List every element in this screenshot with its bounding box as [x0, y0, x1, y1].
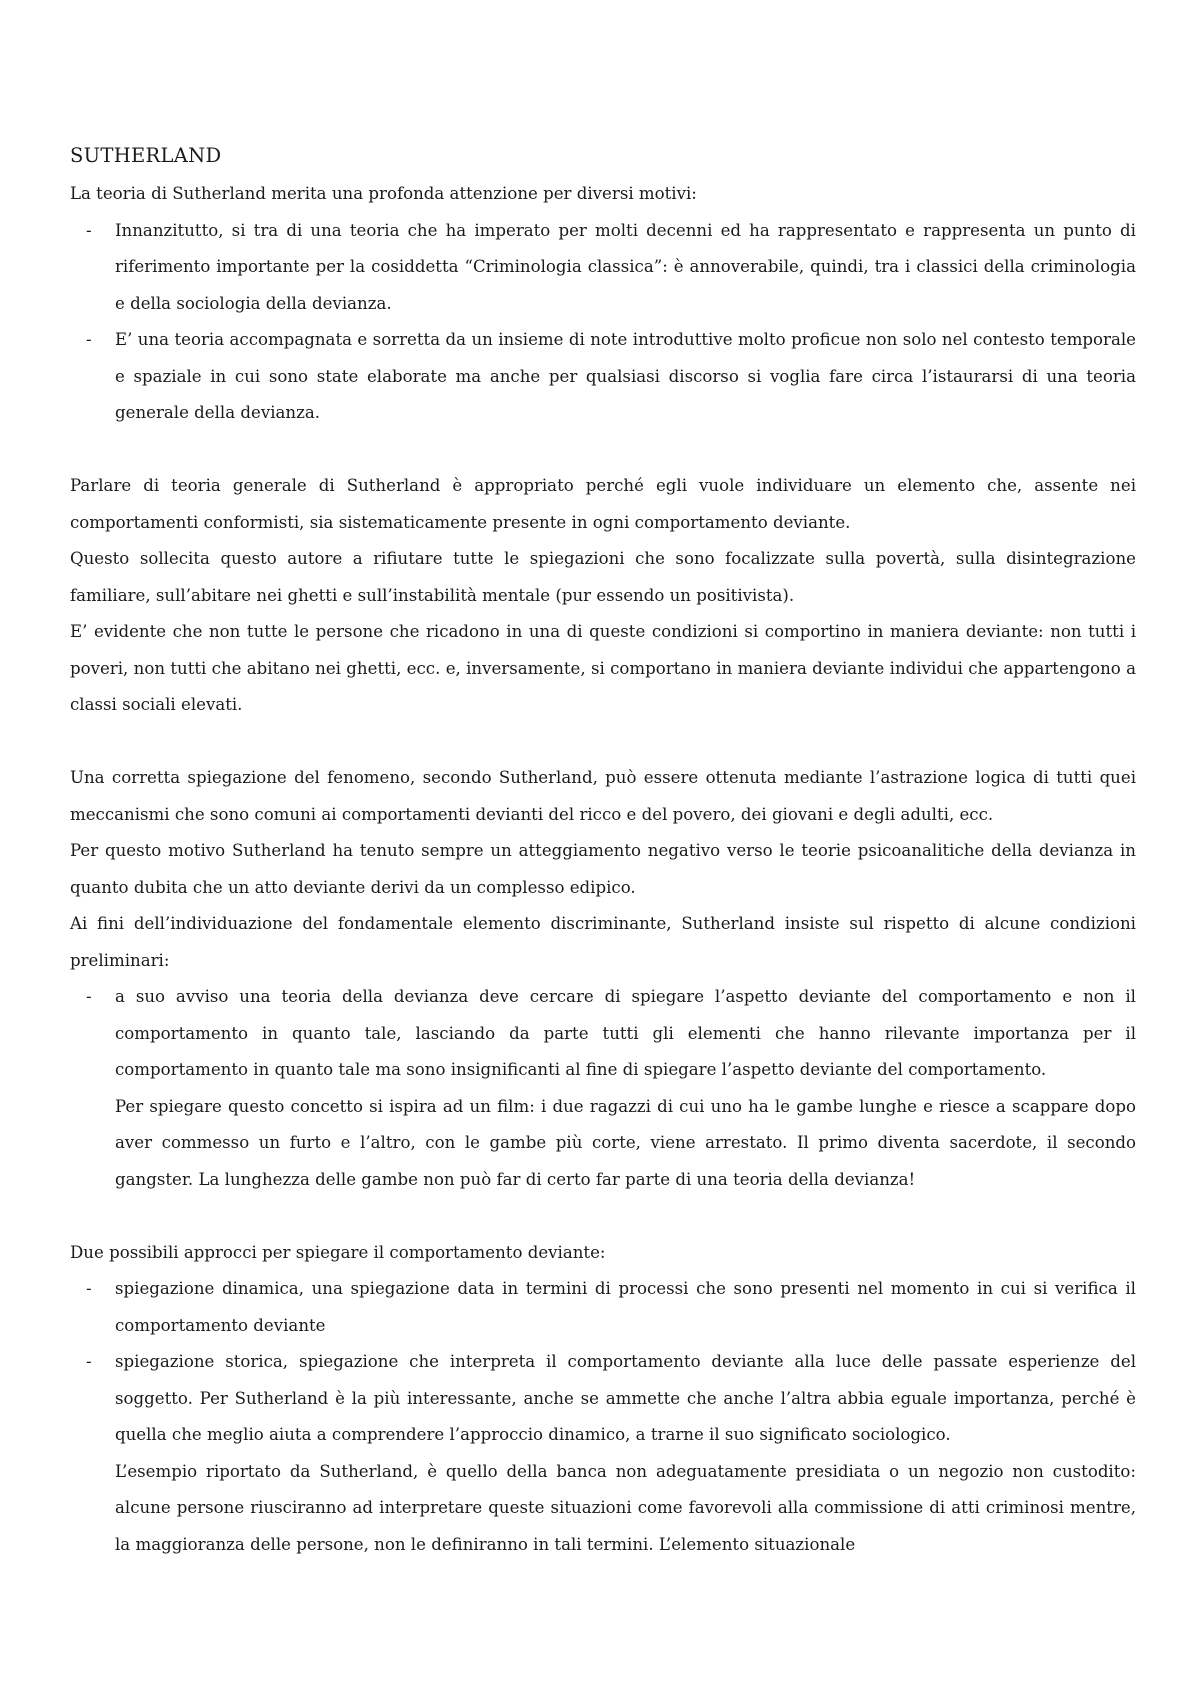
list-item-text: - spiegazione storica, spiegazione che interpreta il comportamento deviante alla luce delle passate esperienze del soggetto. Per Sutherland è la più interessante, anche se ammette che anche l’altra abbia eguale importanza, perché è quella che meglio aiuta a comprendere l’approccio dinamico, a trarne il suo significato sociologico. — [115, 1352, 1136, 1444]
list-item-text: - E’ una teoria accompagnata e sorretta da un insieme di note introduttive molto proficue non solo nel contesto temporale e spaziale in cui sono state elaborate ma anche per qualsiasi discorso si voglia fare circa l’istaurarsi di una teoria generale della devianza. — [115, 330, 1136, 422]
motivi-list — [70, 213, 1136, 432]
list-item-text: - Innanzitutto, si tra di una teoria che ha imperato per molti decenni ed ha rappresentato e rappresenta un punto di riferimento importante per la cosiddetta “Criminologia classica”: è annoverabile, quindi, tra i classici della criminologia e della sociologia della devianza. — [115, 220, 1136, 313]
paragraph-gap — [70, 724, 1136, 761]
condizioni-list — [70, 979, 1136, 1198]
list-item — [70, 1344, 1136, 1563]
list-item — [70, 213, 1136, 323]
list-item — [70, 1271, 1136, 1344]
document-title: SUTHERLAND — [70, 144, 222, 167]
paragraph: Questo sollecita questo autore a rifiutare tutte le spiegazioni che sono focalizzate sulla povertà, sulla disintegrazione familiare, sull’abitare nei ghetti e sull’instabilità mentale (pur essendo un positivista). — [70, 549, 1136, 605]
list-item-continuation: Per spiegare questo concetto si ispira ad un film: i due ragazzi di cui uno ha le gambe lunghe e riesce a scappare dopo aver commesso un furto e l’altro, con le gambe più corte, viene arrestato. Il primo diventa sacerdote, il secondo gangster. La lunghezza delle gambe non può far di certo far parte di una teoria della devianza! — [115, 1096, 1136, 1189]
list-item — [70, 979, 1136, 1198]
paragraph: Ai fini dell’individuazione del fondamentale elemento discriminante, Sutherland insiste sul rispetto di alcune condizioni preliminari: — [70, 914, 1136, 970]
approcci-list — [70, 1271, 1136, 1563]
document-page — [70, 138, 1136, 1563]
approcci-intro: Due possibili approcci per spiegare il comportamento deviante: — [70, 1242, 606, 1262]
paragraph-gap — [70, 432, 1136, 469]
paragraph: E’ evidente che non tutte le persone che ricadono in una di queste condizioni si comportino in maniera deviante: non tutti i poveri, non tutti che abitano nei ghetti, ecc. e, inversamente, si comportano in maniera deviante individui che appartengono a classi sociali elevati. — [70, 622, 1136, 714]
paragraph-gap — [70, 1198, 1136, 1235]
list-item-text: - a suo avviso una teoria della devianza deve cercare di spiegare l’aspetto deviante del comportamento e non il comportamento in quanto tale, lasciando da parte tutti gli elementi che hanno rilevante importanza per il comportamento in quanto tale ma sono insignificanti al fine di spiegare l’aspetto deviante del comportamento. — [115, 987, 1136, 1079]
list-item-continuation: L’esempio riportato da Sutherland, è quello della banca non adeguatamente presidiata o un negozio non custodito: alcune persone riusciranno ad interpretare queste situazioni come favorevoli alla commissione di atti criminosi mentre, la maggioranza delle persone, non le definiranno in tali termini. L’elemento situazionale — [115, 1461, 1136, 1554]
list-item-text: - spiegazione dinamica, una spiegazione data in termini di processi che sono presenti nel momento in cui si verifica il comportamento deviante — [115, 1279, 1136, 1335]
intro-paragraph: La teoria di Sutherland merita una profonda attenzione per diversi motivi: — [70, 184, 697, 203]
paragraph: Per questo motivo Sutherland ha tenuto sempre un atteggiamento negativo verso le teorie psicoanalitiche della devianza in quanto dubita che un atto deviante derivi da un complesso edipico. — [70, 841, 1136, 897]
paragraph: Parlare di teoria generale di Sutherland è appropriato perché egli vuole individuare un elemento che, assente nei comportamenti conformisti, sia sistematicamente presente in ogni comportamento deviante. — [70, 476, 1136, 532]
paragraph: Una corretta spiegazione del fenomeno, secondo Sutherland, può essere ottenuta mediante l’astrazione logica di tutti quei meccanismi che sono comuni ai comportamenti devianti del ricco e del povero, dei giovani e degli adulti, ecc. — [70, 768, 1136, 824]
list-item — [70, 322, 1136, 432]
